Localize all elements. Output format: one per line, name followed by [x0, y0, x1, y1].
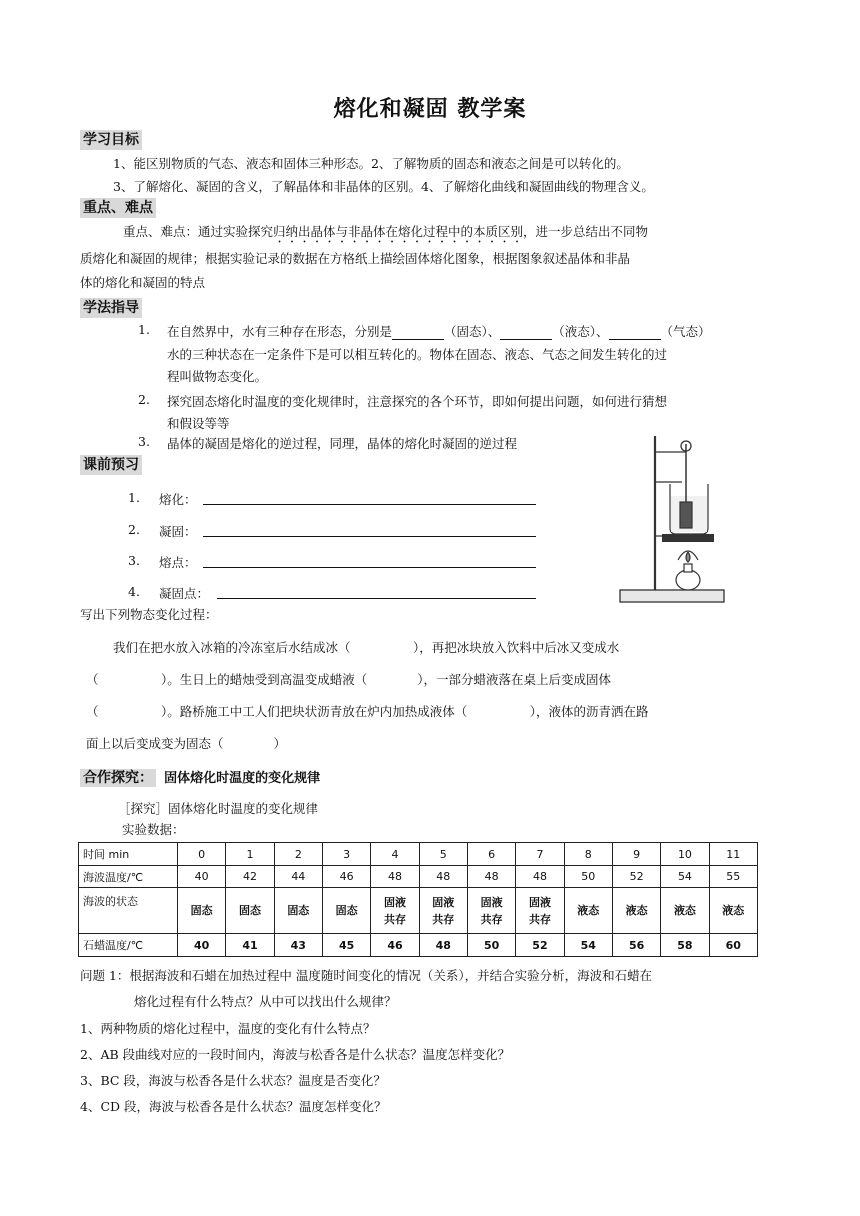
table-row-hypo-state	[79, 888, 758, 934]
hypo-state-cell	[322, 888, 370, 934]
state-text: 固液	[528, 895, 551, 909]
hypo-state-cell	[709, 888, 757, 934]
method-item-1-text-d: （气态）	[660, 324, 711, 339]
explore-subheading: 固体熔化时温度的变化规律	[164, 771, 321, 786]
question-item-2: 2、AB 段曲线对应的一段时间内，海波与松香各是什么状态？温度怎样变化？	[80, 1047, 511, 1062]
hypo-temp-cell: 52	[612, 866, 660, 888]
method-item-2-number: 2.	[138, 392, 150, 407]
wax-temp-cell: 50	[467, 934, 515, 957]
state-text: 固态	[287, 904, 310, 917]
preview-item-4-label: 凝固点：	[159, 586, 210, 601]
section-heading-goals: 学习目标	[80, 130, 142, 150]
blank-liquid[interactable]	[500, 325, 552, 340]
state-text: 液态	[577, 904, 600, 917]
method-item-2-line-1: 探究固态熔化时温度的变化规律时，注意探究的各个环节，即如何提出问题，如何进行猜想	[167, 394, 668, 409]
section-heading-key: 重点、难点	[80, 198, 156, 218]
state-text: 固液	[480, 895, 503, 909]
change-paragraph-line-4: 面上以后变成变为固态（ ）	[86, 736, 287, 751]
table-row-wax-temp	[79, 934, 758, 957]
alcohol-burner-icon	[676, 551, 700, 590]
method-item-1-text-a: 在自然界中，水有三种存在形态，分别是	[167, 324, 393, 339]
hypo-temp-cell: 50	[564, 866, 612, 888]
table-row-time	[79, 843, 758, 866]
time-cell: 11	[709, 843, 757, 866]
method-item-1-number: 1.	[138, 322, 150, 337]
table-row-hypo-temp	[79, 866, 758, 888]
hypo-state-cell	[371, 888, 419, 934]
time-cell: 7	[516, 843, 564, 866]
preview-item-2-number: 2.	[128, 522, 140, 537]
preview-item-2-label: 凝固：	[159, 524, 197, 539]
question-item-3: 3、BC 段，海波与松香各是什么状态？温度是否变化？	[80, 1073, 386, 1088]
method-item-1-line-3: 程叫做物态变化。	[167, 369, 268, 384]
state-text: 固态	[335, 904, 358, 917]
row-header-wax-temp: 石蜡温度/℃	[79, 934, 178, 957]
hypo-temp-cell: 48	[419, 866, 467, 888]
hypo-state-cell	[467, 888, 515, 934]
preview-item-2-answer-line[interactable]	[203, 536, 536, 537]
hypo-temp-cell: 42	[226, 866, 274, 888]
method-item-1-line-1	[167, 322, 711, 340]
hypo-state-cell	[419, 888, 467, 934]
preview-item-3-number: 3.	[128, 553, 140, 568]
change-paragraph-line-2: （ ）。生日上的蜡烛受到高温变成蜡液（ ），一部分蜡液落在桌上后变成固体	[86, 672, 612, 687]
key-text-c: ，进一步总结出不同物	[523, 224, 649, 239]
section-heading-explore: 合作探究：	[80, 769, 156, 787]
state-text: 液态	[673, 904, 696, 917]
row-header-time: 时间 min	[79, 843, 178, 866]
state-text: 共存	[432, 912, 455, 926]
state-text: 共存	[528, 912, 551, 926]
time-cell: 4	[371, 843, 419, 866]
method-item-1-text-c: （液态）、	[552, 324, 609, 339]
method-item-1-line-2: 水的三种状态在一定条件下是可以相互转化的。物体在固态、液态、气态之间发生转化的过	[167, 347, 668, 362]
time-cell: 6	[467, 843, 515, 866]
key-line-1	[123, 222, 648, 246]
hypo-temp-cell: 46	[322, 866, 370, 888]
hypo-state-cell	[178, 888, 226, 934]
question-item-1: 1、两种物质的熔化过程中，温度的变化有什么特点？	[80, 1021, 376, 1036]
preview-item-1-number: 1.	[128, 490, 140, 505]
wax-temp-cell: 60	[709, 934, 757, 957]
page-title: 熔化和凝固 教学案	[333, 97, 527, 122]
hypo-temp-cell: 44	[274, 866, 322, 888]
question-1-intro-line-2: 熔化过程有什么特点？从中可以找出什么规律？	[134, 994, 397, 1009]
preview-item-3-label: 熔点：	[159, 555, 197, 570]
hypo-temp-cell: 48	[371, 866, 419, 888]
explore-bracket-title: ［探究］固体熔化时温度的变化规律	[118, 801, 319, 816]
wax-temp-cell: 43	[274, 934, 322, 957]
preview-item-3-answer-line[interactable]	[203, 567, 536, 568]
row-header-hypo-temp: 海波温度/℃	[79, 866, 178, 888]
wax-temp-cell: 52	[516, 934, 564, 957]
section-heading-preview: 课前预习	[80, 455, 142, 475]
hypo-temp-cell: 54	[661, 866, 709, 888]
hypo-state-cell	[564, 888, 612, 934]
method-item-2-line-2: 和假设等等	[167, 416, 230, 431]
state-text: 固液	[383, 895, 406, 909]
time-cell: 3	[322, 843, 370, 866]
time-cell: 5	[419, 843, 467, 866]
wax-temp-cell: 45	[322, 934, 370, 957]
hypo-state-cell	[226, 888, 274, 934]
wax-temp-cell: 54	[564, 934, 612, 957]
beaker-icon	[670, 444, 708, 534]
blank-solid[interactable]	[392, 325, 444, 340]
wax-temp-cell: 46	[371, 934, 419, 957]
key-line-2: 质熔化和凝固的规律；根据实验记录的数据在方格纸上描绘固体熔化图象，根据图象叙述晶体和非晶	[80, 251, 631, 266]
goals-line-2: 3、了解熔化、凝固的含义，了解晶体和非晶体的区别。4、了解熔化曲线和凝固曲线的物理含义。	[113, 179, 654, 194]
wax-temp-cell: 41	[226, 934, 274, 957]
time-cell: 2	[274, 843, 322, 866]
time-cell: 0	[178, 843, 226, 866]
hypo-temp-cell: 48	[516, 866, 564, 888]
wax-temp-cell: 58	[661, 934, 709, 957]
state-text: 共存	[480, 912, 503, 926]
hypo-temp-cell: 40	[178, 866, 226, 888]
hypo-temp-cell: 48	[467, 866, 515, 888]
time-cell: 8	[564, 843, 612, 866]
wax-temp-cell: 40	[178, 934, 226, 957]
question-1-intro-line-1: 问题 1：根据海波和石蜡在加热过程中 温度随时间变化的情况（关系），并结合实验分析，海波和石蜡在	[80, 968, 653, 983]
wax-temp-cell: 48	[419, 934, 467, 957]
preview-item-1-answer-line[interactable]	[203, 504, 536, 505]
row-header-hypo-state: 海波的状态	[79, 888, 178, 934]
state-text: 液态	[722, 904, 745, 917]
lab-apparatus-illustration	[612, 430, 732, 606]
key-line-3: 体的熔化和凝固的特点	[80, 275, 206, 290]
question-item-4: 4、CD 段，海波与松香各是什么状态？温度怎样变化？	[80, 1099, 387, 1114]
key-text-a: 重点、难点：通过实验探究	[123, 224, 274, 239]
hypo-state-cell	[516, 888, 564, 934]
experiment-data-table	[78, 842, 758, 957]
method-item-3-number: 3.	[138, 434, 150, 449]
wire-gauze-icon	[662, 534, 714, 542]
time-cell: 10	[661, 843, 709, 866]
method-item-1-text-b: （固态）、	[444, 324, 501, 339]
write-prompt: 写出下列物态变化过程：	[80, 607, 218, 622]
time-cell: 1	[226, 843, 274, 866]
experiment-data-label: 实验数据：	[122, 822, 185, 837]
state-text: 液态	[625, 904, 648, 917]
hypo-temp-cell: 55	[709, 866, 757, 888]
section-heading-method: 学法指导	[80, 298, 142, 318]
change-paragraph-line-3: （ ）。路桥施工中工人们把块状沥青放在炉内加热成液体（ ），液体的沥青洒在路	[86, 704, 649, 719]
goals-line-1: 1、能区别物质的气态、液态和固体三种形态。2、了解物质的固态和液态之间是可以转化的。	[113, 156, 629, 171]
preview-item-4-number: 4.	[128, 584, 140, 599]
state-text: 固态	[238, 904, 261, 917]
hypo-state-cell	[612, 888, 660, 934]
preview-item-4-answer-line[interactable]	[217, 598, 536, 599]
state-text: 固液	[432, 895, 455, 909]
explore-heading-row	[80, 767, 320, 787]
wax-temp-cell: 56	[612, 934, 660, 957]
hypo-state-cell	[274, 888, 322, 934]
change-paragraph-line-1: 我们在把水放入冰箱的冷冻室后水结成冰（ ），再把冰块放入饮料中后冰又变成水	[113, 640, 620, 655]
state-text: 共存	[383, 912, 406, 926]
key-text-emphasis: 归纳出晶体与非晶体在熔化过程中的本质区别	[273, 224, 524, 239]
state-text: 固态	[190, 904, 213, 917]
time-cell: 9	[612, 843, 660, 866]
method-item-3-line-1: 晶体的凝固是熔化的逆过程，同理，晶体的熔化时凝固的逆过程	[167, 436, 518, 451]
blank-gas[interactable]	[609, 325, 661, 340]
hypo-state-cell	[661, 888, 709, 934]
preview-item-1-label: 熔化：	[159, 492, 197, 507]
